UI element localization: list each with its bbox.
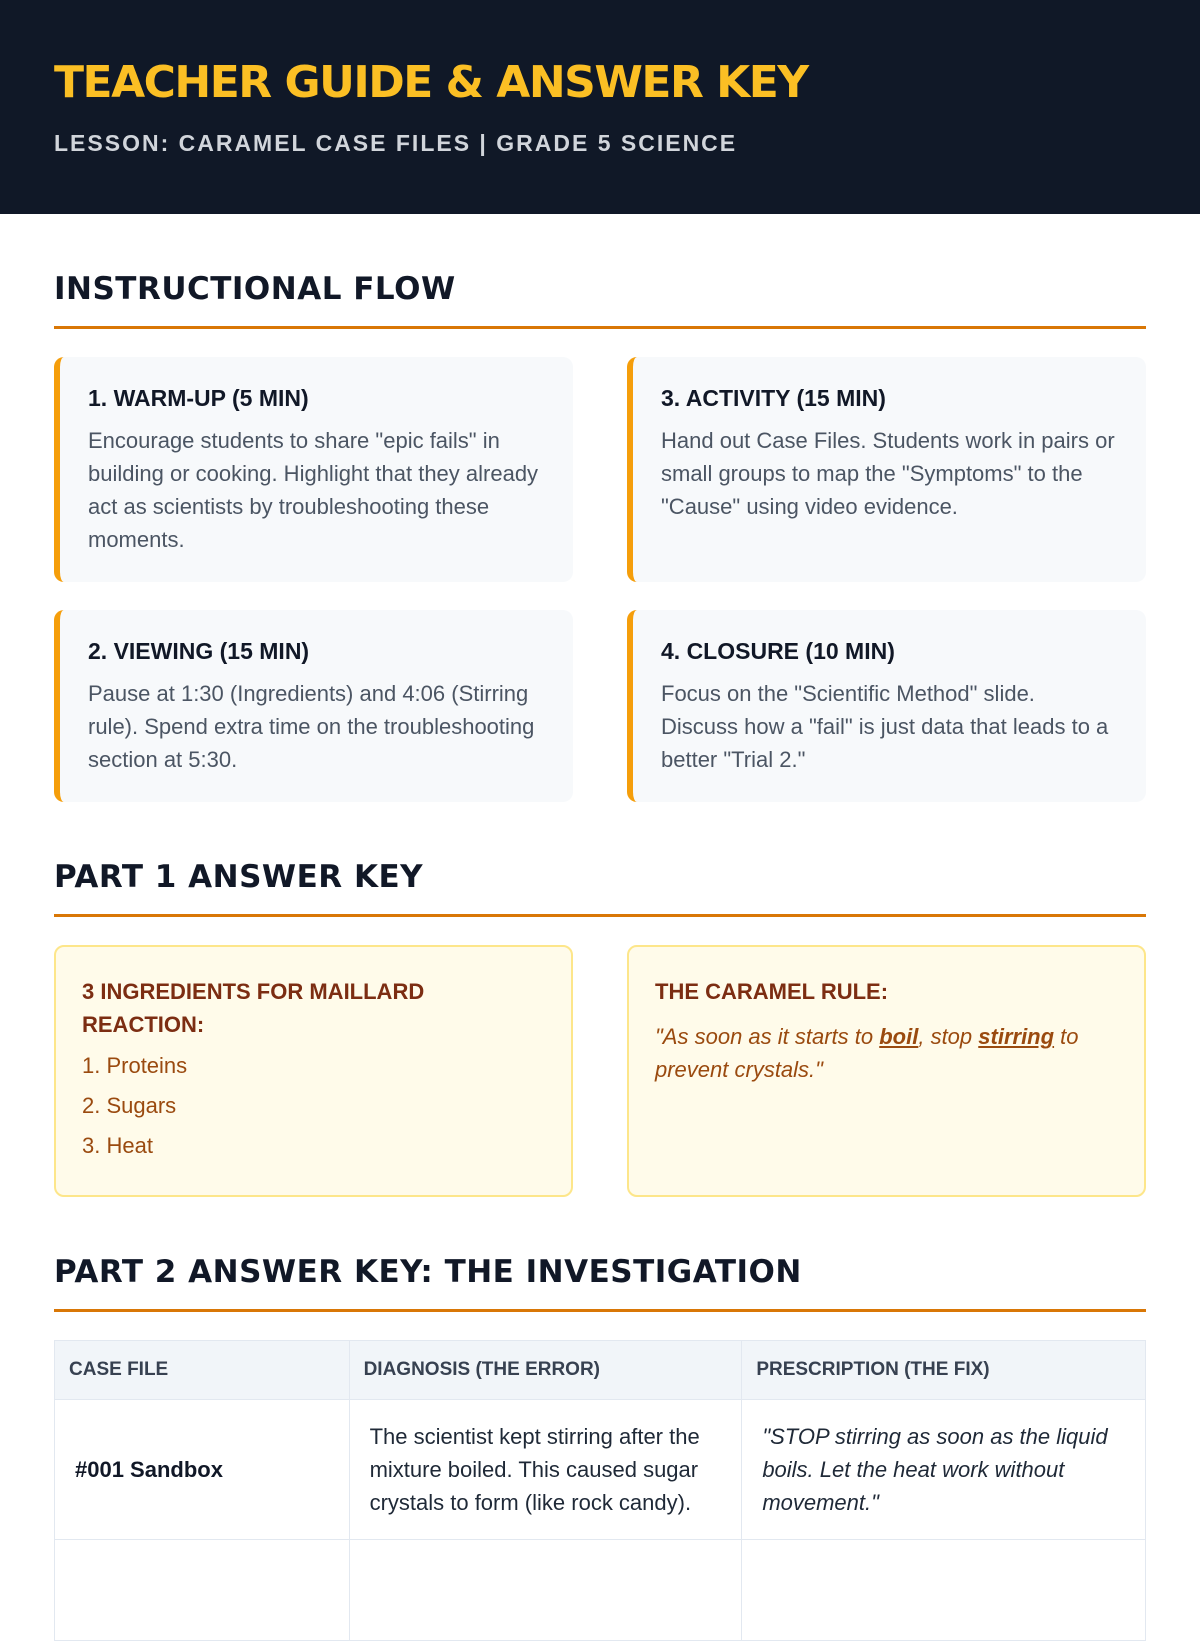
part1-answer-grid — [54, 945, 1146, 1197]
main-content — [0, 270, 1200, 1641]
instructional-flow-grid — [54, 357, 1146, 802]
flow-card-title: 4. CLOSURE (10 MIN) — [661, 638, 895, 664]
case-file-cell — [55, 1540, 350, 1641]
column-header-diagnosis: DIAGNOSIS (THE ERROR) — [349, 1341, 742, 1400]
ingredients-title: 3 INGREDIENTS FOR MAILLARD REACTION: — [82, 979, 425, 1037]
caramel-rule-card — [627, 945, 1146, 1197]
rule-emphasis-boil: boil — [879, 1024, 919, 1049]
flow-card-closure — [627, 610, 1146, 802]
diagnosis-cell: The scientist kept stirring after the mixture boiled. This caused sugar crystals to form (like rock candy). — [349, 1400, 742, 1540]
ingredient-item: 3. Heat — [82, 1133, 153, 1158]
flow-card-text: Encourage students to share "epic fails" in building or cooking. Highlight that they already act as scientists by troubleshooting these moments. — [88, 428, 539, 552]
flow-card-text: Focus on the "Scientific Method" slide. Discuss how a "fail" is just data that leads to a better "Trial 2." — [661, 681, 1109, 772]
ingredient-item: 2. Sugars — [82, 1093, 177, 1118]
rule-text-segment: to prevent crystals." — [655, 1024, 1079, 1082]
table-row — [55, 1540, 1146, 1641]
rule-emphasis-stirring: stirring — [978, 1024, 1055, 1049]
ingredients-card — [54, 945, 573, 1197]
instructional-flow-heading: INSTRUCTIONAL FLOW — [54, 270, 1146, 329]
flow-card-activity — [627, 357, 1146, 582]
ingredient-item: 1. Proteins — [82, 1053, 188, 1078]
page-title: TEACHER GUIDE & ANSWER KEY — [54, 57, 808, 108]
page-subtitle: LESSON: CARAMEL CASE FILES | GRADE 5 SCIENCE — [54, 130, 738, 156]
table-header-row — [55, 1341, 1146, 1400]
column-header-prescription: PRESCRIPTION (THE FIX) — [742, 1341, 1146, 1400]
rule-text-segment: , stop — [918, 1024, 979, 1049]
flow-card-title: 1. WARM-UP (5 MIN) — [88, 385, 309, 411]
part1-heading: PART 1 ANSWER KEY — [54, 858, 1146, 917]
caramel-rule-text — [655, 1020, 1118, 1086]
caramel-rule-title: THE CARAMEL RULE: — [655, 979, 889, 1004]
flow-card-title: 3. ACTIVITY (15 MIN) — [661, 385, 886, 411]
flow-card-text: Pause at 1:30 (Ingredients) and 4:06 (Stirring rule). Spend extra time on the troubleshooting section at 5:30. — [88, 681, 535, 772]
flow-card-title: 2. VIEWING (15 MIN) — [88, 638, 310, 664]
part2-heading: PART 2 ANSWER KEY: THE INVESTIGATION — [54, 1253, 1146, 1312]
prescription-cell: "STOP stirring as soon as the liquid boils. Let the heat work without movement." — [742, 1400, 1146, 1540]
investigation-table — [54, 1340, 1146, 1641]
flow-card-text: Hand out Case Files. Students work in pairs or small groups to map the "Symptoms" to the "Cause" using video evidence. — [661, 428, 1115, 519]
flow-card-warm-up — [54, 357, 573, 582]
page-header — [0, 0, 1200, 214]
column-header-case-file: CASE FILE — [55, 1341, 350, 1400]
table-row — [55, 1400, 1146, 1540]
case-file-cell: #001 Sandbox — [55, 1400, 350, 1540]
diagnosis-cell — [349, 1540, 742, 1641]
prescription-cell — [742, 1540, 1146, 1641]
rule-text-segment: "As soon as it starts to — [655, 1024, 880, 1049]
flow-card-viewing — [54, 610, 573, 802]
